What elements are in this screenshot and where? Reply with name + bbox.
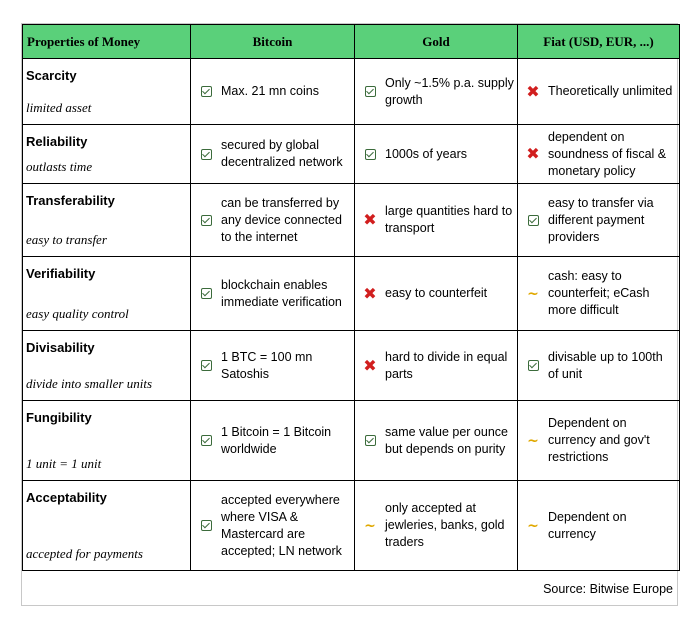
bitcoin-text: secured by global decentralized network xyxy=(221,138,343,169)
fiat-text: cash: easy to counterfeit; eCash more difficult xyxy=(548,269,650,317)
gold-cell xyxy=(355,481,518,571)
status-icon xyxy=(191,520,221,531)
gold-cell xyxy=(355,331,518,401)
checkbox-icon xyxy=(528,360,539,371)
bitcoin-cell xyxy=(191,184,355,257)
cross-icon: ✖ xyxy=(363,210,377,229)
property-name: Acceptability xyxy=(26,490,107,505)
status-icon xyxy=(191,215,221,226)
checkbox-icon xyxy=(201,435,212,446)
fiat-text: easy to transfer via different payment providers xyxy=(548,195,654,244)
fiat-cell xyxy=(518,481,680,571)
property-description: easy quality control xyxy=(26,306,129,321)
gold-cell xyxy=(355,401,518,481)
gold-text: large quantities hard to transport xyxy=(385,204,513,235)
property-name: Scarcity xyxy=(26,68,77,83)
cross-icon: ✖ xyxy=(526,81,540,101)
bitcoin-cell xyxy=(191,125,355,184)
gold-cell xyxy=(355,125,518,184)
checkbox-icon xyxy=(201,288,212,299)
gold-text: same value per ounce but depends on purity xyxy=(385,424,508,456)
fiat-text: dependent on soundness of fiscal & monetary policy xyxy=(548,129,667,178)
property-cell xyxy=(23,401,191,481)
property-description: accepted for payments xyxy=(26,546,143,561)
cross-icon: ✖ xyxy=(526,144,540,163)
comparison-card xyxy=(21,23,678,606)
status-icon xyxy=(355,149,385,160)
table-row xyxy=(23,257,680,331)
checkbox-icon xyxy=(365,86,376,97)
checkbox-icon xyxy=(201,215,212,226)
fiat-text: divisable up to 100th of unit xyxy=(548,349,663,381)
gold-text: Only ~1.5% p.a. supply growth xyxy=(385,75,514,107)
status-icon xyxy=(355,519,385,533)
fiat-cell xyxy=(518,401,680,481)
bitcoin-text: blockchain enables immediate verification xyxy=(221,277,342,309)
money-properties-table xyxy=(22,24,680,571)
status-icon xyxy=(518,81,548,101)
property-cell xyxy=(23,257,191,331)
table-row xyxy=(23,184,680,257)
gold-text: hard to divide in equal parts xyxy=(385,349,508,381)
property-cell xyxy=(23,481,191,571)
bitcoin-text: 1 Bitcoin = 1 Bitcoin worldwide xyxy=(221,424,332,456)
bitcoin-cell xyxy=(191,59,355,125)
fiat-cell xyxy=(518,59,680,125)
gold-text: 1000s of years xyxy=(385,146,467,161)
property-description: outlasts time xyxy=(26,159,93,174)
status-icon xyxy=(518,215,548,226)
status-icon xyxy=(191,149,221,160)
property-cell xyxy=(23,331,191,401)
tilde-icon: ~ xyxy=(527,517,539,534)
gold-text: easy to counterfeit xyxy=(385,286,488,300)
status-icon xyxy=(518,434,548,448)
bitcoin-text: Max. 21 mn coins xyxy=(221,84,319,98)
gold-cell xyxy=(355,257,518,331)
source-note: Source: Bitwise Europe xyxy=(543,582,673,596)
status-icon xyxy=(191,435,221,446)
status-icon xyxy=(355,86,385,97)
checkbox-icon xyxy=(365,435,376,446)
property-name: Verifiability xyxy=(26,266,96,281)
property-name: Transferability xyxy=(26,193,115,208)
checkbox-icon xyxy=(201,86,212,97)
property-name: Reliability xyxy=(26,134,88,149)
fiat-cell xyxy=(518,331,680,401)
checkbox-icon xyxy=(201,360,212,371)
status-icon xyxy=(191,360,221,371)
status-icon xyxy=(355,283,385,303)
checkbox-icon xyxy=(201,520,212,531)
status-icon xyxy=(355,355,385,375)
tilde-icon: ~ xyxy=(364,517,376,534)
table-row xyxy=(23,125,680,184)
tilde-icon: ~ xyxy=(527,432,539,449)
fiat-text: Dependent on currency xyxy=(548,509,627,541)
tilde-icon: ~ xyxy=(527,285,539,302)
fiat-cell xyxy=(518,257,680,331)
header-gold: Gold xyxy=(355,25,518,59)
property-name: Fungibility xyxy=(26,410,92,425)
cross-icon: ✖ xyxy=(363,355,377,375)
fiat-cell xyxy=(518,125,680,184)
gold-cell xyxy=(355,184,518,257)
property-description: limited asset xyxy=(26,100,92,115)
table-row xyxy=(23,331,680,401)
bitcoin-text: 1 BTC = 100 mn Satoshis xyxy=(221,349,313,381)
gold-text: only accepted at jewleries, banks, gold traders xyxy=(385,501,505,549)
fiat-text: Dependent on currency and gov't restrictions xyxy=(548,416,650,464)
status-icon xyxy=(518,146,548,162)
property-cell xyxy=(23,125,191,184)
fiat-text: Theoretically unlimited xyxy=(548,84,673,98)
bitcoin-cell xyxy=(191,257,355,331)
property-cell xyxy=(23,184,191,257)
table-row xyxy=(23,59,680,125)
header-fiat: Fiat (USD, EUR, ...) xyxy=(518,25,680,59)
bitcoin-cell xyxy=(191,401,355,481)
bitcoin-text: accepted everywhere where VISA & Mastercard are accepted; LN network xyxy=(221,492,342,558)
property-description: 1 unit = 1 unit xyxy=(26,456,102,471)
header-properties: Properties of Money xyxy=(23,25,191,59)
status-icon xyxy=(355,212,385,228)
header-row xyxy=(23,25,680,59)
checkbox-icon xyxy=(201,149,212,160)
bitcoin-cell xyxy=(191,481,355,571)
table-row xyxy=(23,481,680,571)
property-description: easy to transfer xyxy=(26,232,107,247)
status-icon xyxy=(355,435,385,446)
cross-icon: ✖ xyxy=(363,283,377,303)
bitcoin-text: can be transferred by any device connected to the internet xyxy=(221,195,342,244)
bitcoin-cell xyxy=(191,331,355,401)
table-row xyxy=(23,401,680,481)
status-icon xyxy=(518,519,548,533)
property-cell xyxy=(23,59,191,125)
property-name: Divisability xyxy=(26,340,95,355)
fiat-cell xyxy=(518,184,680,257)
status-icon xyxy=(191,86,221,97)
checkbox-icon xyxy=(528,215,539,226)
status-icon xyxy=(518,360,548,371)
status-icon xyxy=(191,288,221,299)
checkbox-icon xyxy=(365,149,376,160)
property-description: divide into smaller units xyxy=(26,376,153,391)
header-bitcoin: Bitcoin xyxy=(191,25,355,59)
gold-cell xyxy=(355,59,518,125)
status-icon xyxy=(518,287,548,301)
